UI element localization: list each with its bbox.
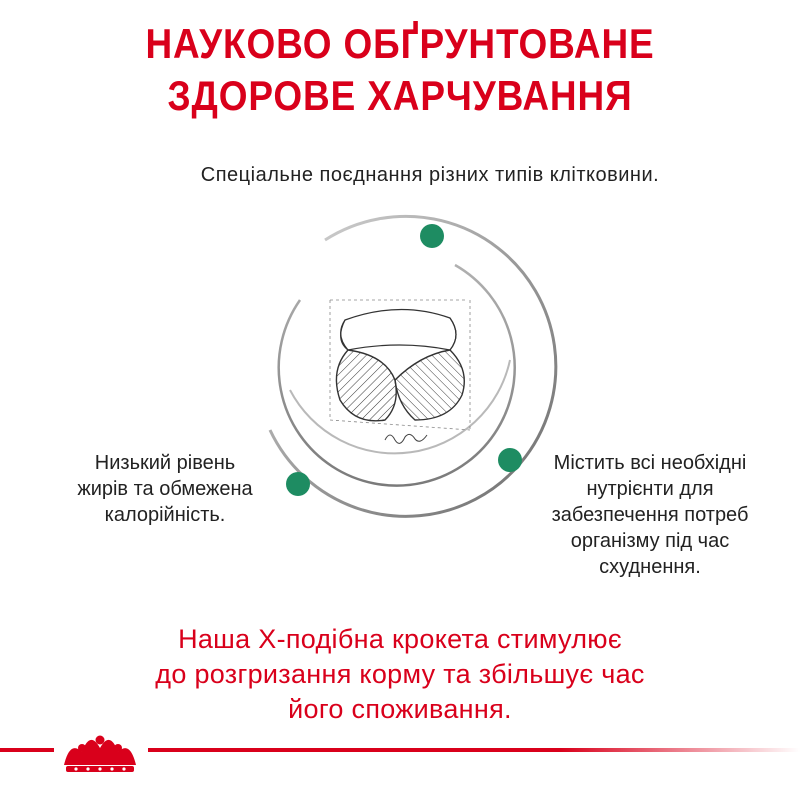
feature-nutrients-line-3: забезпечення потреб (551, 504, 749, 526)
inner-arc-lower (290, 360, 510, 453)
feature-fiber-text: Спеціальне поєднання різних типів клітковини. (200, 164, 660, 186)
royal-crown-logo-icon (54, 720, 148, 782)
feature-low-fat-line-1: Низький рівень (94, 452, 236, 474)
feature-nutrients-text (520, 450, 780, 580)
kibble-description-line-3: його споживання. (288, 694, 512, 724)
kibble-description (0, 622, 800, 727)
feature-low-fat-line-2: жирів та обмежена (77, 478, 253, 500)
feature-nutrients-line-2: нутрієнти для (586, 478, 714, 500)
title-line-2: ЗДОРОВЕ ХАРЧУВАННЯ (167, 72, 633, 119)
feature-nutrients-line-1: Містить всі необхідні (553, 452, 747, 474)
title-line-1: НАУКОВО ОБҐРУНТОВАНЕ (145, 20, 655, 67)
feature-low-fat-text (40, 450, 290, 528)
feature-nutrients-line-4: організму під час (570, 530, 730, 552)
top-green-dot (420, 224, 444, 248)
feature-low-fat-line-3: калорійність. (104, 504, 226, 526)
right-green-dot (498, 448, 522, 472)
kibble-sketch-icon (330, 300, 470, 443)
feature-nutrients-line-5: схуднення. (599, 556, 701, 578)
kibble-description-line-1: Наша Х-подібна крокета стимулює (178, 624, 622, 654)
kibble-description-line-2: до розгризання корму та збільшує час (155, 659, 645, 689)
